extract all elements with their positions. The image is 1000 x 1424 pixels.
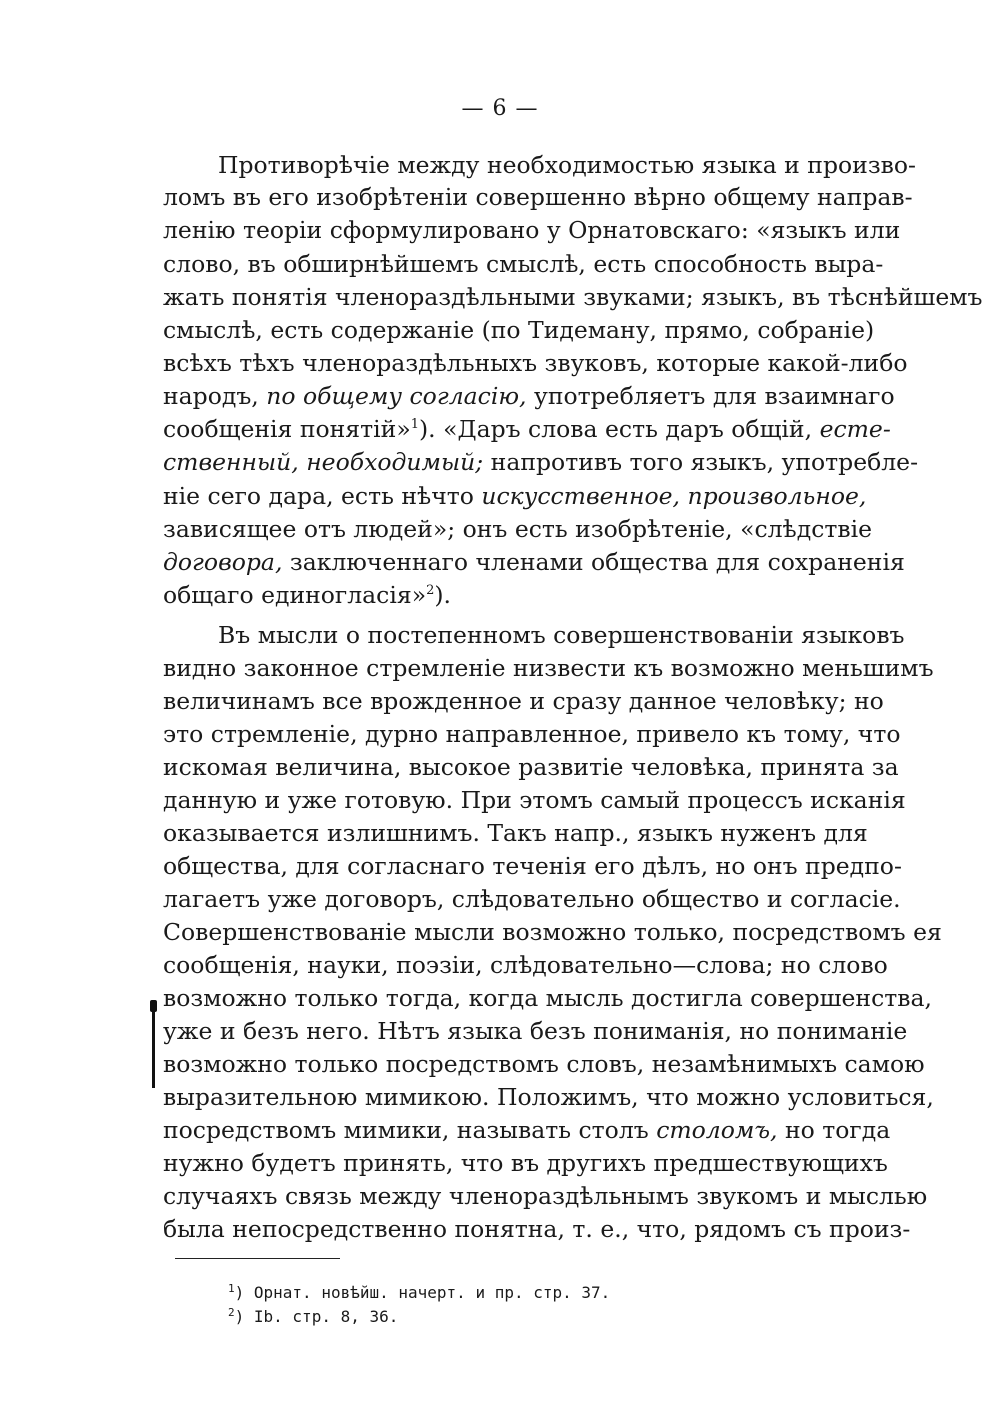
- text-line: [163, 1115, 891, 1145]
- text-line: смыслѣ, есть содержаніе (по Тидеману, прямо, собраніе): [163, 316, 875, 344]
- text-line: ломъ въ его изобрѣтеніи совершенно вѣрно общему направ-: [163, 183, 913, 211]
- footnote-mark: 1: [228, 1282, 235, 1295]
- text-span: посредствомъ мимики, называть столъ: [163, 1116, 649, 1144]
- text-line: нужно будетъ принять, что въ другихъ предшествующихъ: [163, 1149, 888, 1177]
- text-line: Совершенствованіе мысли возможно только, посредствомъ ея: [163, 918, 942, 946]
- footnote-text: ) Орнат. новѣйш. начерт. и пр. стр. 37.: [234, 1283, 611, 1302]
- text-line: [163, 547, 905, 577]
- italic-span: ственный, необходимый;: [163, 448, 484, 476]
- text-span: [163, 415, 812, 443]
- footnote: [228, 1282, 610, 1304]
- italic-span: договора,: [163, 548, 283, 576]
- text-line: выразительною мимикою. Положимъ, что можно условиться,: [163, 1083, 934, 1111]
- text-line: [163, 381, 895, 411]
- text-span: употребляетъ для взаимнаго: [534, 382, 895, 410]
- margin-mark: [152, 1000, 155, 1088]
- text-fragment: ).: [434, 581, 451, 609]
- footnote: [228, 1306, 398, 1328]
- text-line: зависящее отъ людей»; онъ есть изобрѣтеніе, «слѣдствіе: [163, 515, 873, 543]
- text-line: видно законное стремленіе низвести къ возможно меньшимъ: [163, 654, 934, 682]
- footnote-divider: [175, 1258, 340, 1259]
- text-line: возможно только посредствомъ словъ, незамѣнимыхъ самою: [163, 1050, 925, 1078]
- text-line: уже и безъ него. Нѣтъ языка безъ пониманія, но пониманіе: [163, 1017, 908, 1045]
- italic-span: искусственное, произвольное,: [481, 482, 867, 510]
- margin-mark-tick: [150, 1000, 157, 1012]
- text-line: ленію теоріи сформулировано у Орнатовскаго: «языкъ или: [163, 216, 901, 244]
- italic-span: по общему согласію,: [266, 382, 527, 410]
- text-span: но тогда: [785, 1116, 891, 1144]
- text-line: общества, для согласнаго теченія его дѣлъ, но онъ предпо-: [163, 852, 902, 880]
- page-number: — 6 —: [461, 96, 539, 121]
- text-line: была непосредственно понятна, т. е., что, рядомъ съ произ-: [163, 1215, 911, 1243]
- text-line: [163, 580, 837, 610]
- text-span: заключеннаго членами общества для сохраненія: [289, 548, 905, 576]
- footnote-ref: 2: [426, 583, 435, 598]
- text-line: жать понятія членораздѣльными звуками; языкъ, въ тѣснѣйшемъ: [163, 283, 983, 311]
- italic-span: есте-: [819, 415, 891, 443]
- text-line: [163, 481, 867, 511]
- text-fragment: общаго единогласія»: [163, 581, 427, 609]
- footnote-ref: 1: [410, 417, 419, 432]
- text-line: [163, 447, 919, 477]
- footnote-text: ) Ib. стр. 8, 36.: [234, 1307, 399, 1326]
- text-line: сообщенія, науки, поэзіи, слѣдовательно—слова; но слово: [163, 951, 888, 979]
- text-line: Въ мысли о постепенномъ совершенствованіи языковъ: [218, 621, 905, 649]
- text-line: слово, въ обширнѣйшемъ смыслѣ, есть способность выра-: [163, 250, 884, 278]
- text-line: всѣхъ тѣхъ членораздѣльныхъ звуковъ, которые какой-либо: [163, 349, 908, 377]
- footnote-mark: 2: [228, 1306, 235, 1319]
- text-fragment: ). «Даръ слова есть даръ общій,: [418, 415, 813, 443]
- text-line: случаяхъ связь между членораздѣльнымъ звукомъ и мыслью: [163, 1182, 928, 1210]
- text-line: Противорѣчіе между необходимостью языка и произво-: [218, 151, 916, 179]
- text-fragment: сообщенія понятій»: [163, 415, 411, 443]
- italic-span: столомъ,: [656, 1116, 778, 1144]
- text-line: [163, 414, 891, 444]
- text-line: данную и уже готовую. При этомъ самый процессъ исканія: [163, 786, 906, 814]
- text-line: это стремленіе, дурно направленное, привело къ тому, что: [163, 720, 901, 748]
- text-span: напротивъ того языкъ, употребле-: [490, 448, 919, 476]
- text-line: оказывается излишнимъ. Такъ напр., языкъ нуженъ для: [163, 819, 868, 847]
- text-span: ніе сего дара, есть нѣчто: [163, 482, 474, 510]
- text-line: лагаетъ уже договоръ, слѣдовательно общество и согласіе.: [163, 885, 901, 913]
- text-line: величинамъ все врожденное и сразу данное человѣку; но: [163, 687, 884, 715]
- text-span: народъ,: [163, 382, 259, 410]
- text-line: возможно только тогда, когда мысль достигла совершенства,: [163, 984, 932, 1012]
- text-line: искомая величина, высокое развитіе человѣка, принята за: [163, 753, 899, 781]
